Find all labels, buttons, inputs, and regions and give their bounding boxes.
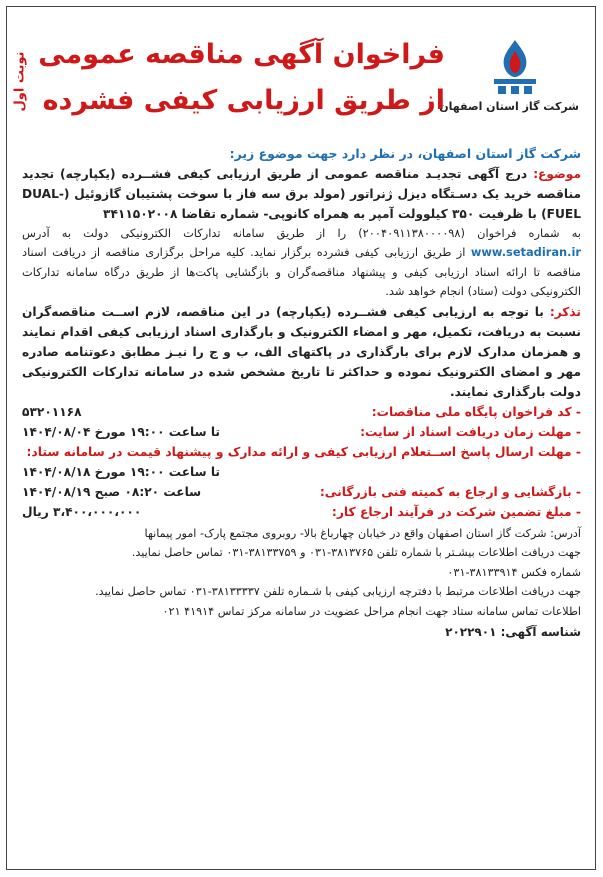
contacts-section	[22, 524, 581, 621]
item-value: ۳،۴۰۰،۰۰۰،۰۰۰ ریال	[22, 504, 142, 519]
notice-header	[8, 26, 595, 136]
procedure-paragraph	[22, 224, 581, 302]
intro-line: شرکت گاز استان اصفهان، در نظر دارد جهت موضوع زیر:	[229, 146, 581, 161]
setad-contact-line: اطلاعات تماس سامانه ستاد جهت انجام مراحل عضویت در سامانه مرکز تماس ۴۱۹۱۴ ۰۲۱	[162, 604, 581, 618]
item-value: تا ساعت ۱۹:۰۰ مورخ ۱۴۰۴/۰۸/۰۴	[22, 424, 220, 439]
item-document-deadline	[22, 422, 581, 442]
item-label: - مبلغ تضمین شرکت در فرآیند ارجاع کار:	[331, 504, 581, 519]
gas-company-logo-icon	[486, 36, 544, 96]
ad-id: شناسه آگهی: ۲۰۲۲۹۰۱	[445, 625, 581, 639]
notice-title	[38, 32, 445, 124]
item-value: ساعت ۰۸:۲۰ صبح ۱۴۰۴/۰۸/۱۹	[22, 484, 202, 499]
item-label: - بازگشایی و ارجاع به کمیته فنی بازرگانی:	[319, 484, 581, 499]
item-tender-code	[22, 402, 581, 422]
item-submission-deadline	[22, 442, 581, 482]
subject-paragraph	[22, 164, 581, 224]
round-label-wrap	[8, 40, 32, 128]
subject-text: درج آگهی تجدیـد مناقصه عمومی از طریق ارزیابی کیفی فشــرده (یکپارچه) تجدید مناقصه خرید یک دسـتگاه دیزل ژنراتور (مولد برق سه فاز با سوخت پشتیبان گازوئیل (DUAL-FUEL) با ظرفیت ۳۵۰ کیلوولت آمپر به همراه کانوپی- شماره تقاضا ۳۴۱۱۵۰۲۰۰۸	[22, 166, 581, 221]
key-dates-list	[22, 402, 581, 522]
notice-label: تذکر:	[549, 304, 581, 319]
notice-body	[22, 144, 581, 643]
title-line-1: فراخوان آگهی مناقصه عمومی	[38, 39, 445, 70]
notice-text: با توجه به ارزیابی کیفی فشــرده (یکپارچه) در این مناقصه، لازم اســت مناقصه‌گران نسبت به دریافت، تکمیل، مهر و امضاء الکترونیک و بارگذاری اسناد ارزیابی کیفی اقدام نمایند و همزمان مدارک لازم برای بارگذاری در پاکتهای الف، ب و ج را نیـز مطابق دعوتنامه صادره مهر و امضای الکترونیک نموده و حداکثر تا تاریخ مشخص شده در سامانه تدارکات الکترونیکی دولت بارگذاری نمایند.	[22, 304, 581, 399]
notice-paragraph	[22, 302, 581, 402]
item-label: - مهلت ارسال پاسخ اســتعلام ارزیابی کیفی و ارائه مدارک و پیشنهاد قیمت در سامانه ستاد:	[26, 444, 581, 459]
item-guarantee	[22, 502, 581, 522]
item-value: ۵۳۲۰۱۱۶۸	[22, 404, 82, 419]
fax-line: شماره فکس ۳۸۱۳۳۹۱۴-۰۳۱	[447, 565, 581, 579]
title-line-2: از طریق ارزیابی کیفی فشرده	[42, 85, 445, 116]
company-logo	[439, 36, 579, 113]
item-value: تا ساعت ۱۹:۰۰ مورخ ۱۴۰۴/۰۸/۱۸	[22, 464, 220, 479]
setad-website-link[interactable]: www.setadiran.ir	[470, 245, 581, 260]
round-label: نوبت اول	[12, 51, 28, 112]
subject-label: موضوع:	[533, 166, 581, 181]
procedure-text-b: از طریق ارزیابی کیفی فشرده برگزار نماید. کلیه مراحل برگزاری مناقصه از دریافت اسناد مناقصه تا ارائه اسناد ارزیابی کیفی و پیشنهاد مناقصه‌گران و بازگشایی پاکت‌ها از طریق درگاه سامانه تدارکات الکترونیکی دولت (ستاد) انجام خواهد شد.	[22, 245, 581, 299]
phone-line: جهت دریافت اطلاعات بیشـتر با شماره تلفن ۳۸۱۳۷۶۵-۰۳۱ و ۳۸۱۳۳۷۵۹-۰۳۱ تماس حاصل نمایید.	[131, 546, 581, 560]
item-label: - مهلت زمان دریافت اسناد از سایت:	[360, 424, 581, 439]
procedure-text-a: به شماره فراخوان (۲۰۰۴۰۹۱۱۳۸۰۰۰۰۹۸) را از طریق سامانه تدارکات الکترونیکی دولت به آدرس	[22, 225, 581, 240]
company-name: شرکت گاز استان اصفهان	[439, 100, 579, 113]
item-opening	[22, 482, 581, 502]
quality-office-line: جهت دریافت اطلاعات مرتبط با دفترچه ارزیابی کیفی با شـماره تلفن ۳۸۱۳۳۳۳۷-۰۳۱ تماس حاصل نمایید.	[95, 585, 581, 599]
address-line: آدرس: شرکت گاز استان اصفهان واقع در خیابان چهارباغ بالا- روبروی مجتمع پارک- امور پیمانها	[144, 526, 581, 540]
item-label: - کد فراخوان پایگاه ملی مناقصات:	[371, 404, 581, 419]
